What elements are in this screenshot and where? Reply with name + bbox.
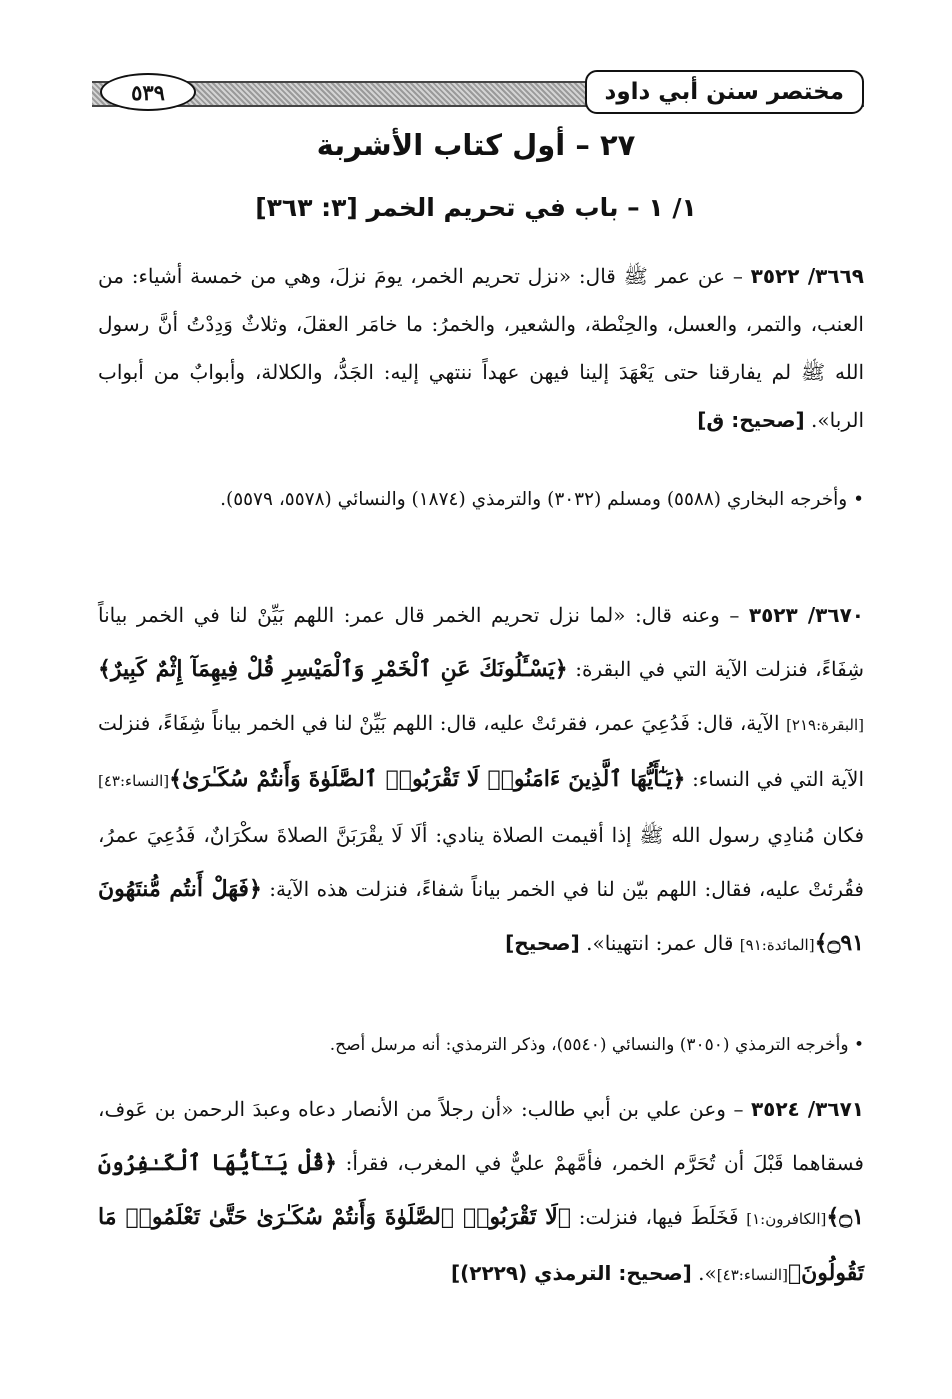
hadith-text: – وعنه قال: «لما نزل تحريم الخمر قال عمر: اللهم بَيِّنْ لنا في الخمر بياناً شِفَاءً، فنزلت الآية التي في البقرة: bbox=[98, 603, 864, 681]
hadith-number: ٣٦٦٩/ ٣٥٢٢ bbox=[750, 264, 864, 288]
hadith-3669 bbox=[98, 252, 864, 444]
hadith-number: ٣٦٧١/ ٣٥٢٤ bbox=[750, 1097, 864, 1121]
takhrij-note: • وأخرجه البخاري (٥٥٨٨) ومسلم (٣٠٣٢) والترمذي (١٨٧٤) والنسائي (٥٥٧٨، ٥٥٧٩). bbox=[220, 489, 864, 510]
takhrij-note: • وأخرجه الترمذي (٣٠٥٠) والنسائي (٥٥٤٠)، وذكر الترمذي: أنه مرسل أصح. bbox=[329, 1035, 864, 1055]
page-header bbox=[92, 70, 864, 116]
section-title: ١/ ١ – باب في تحريم الخمر [٣: ٣٦٣] bbox=[255, 193, 697, 222]
hadith-text: ». bbox=[691, 1261, 717, 1285]
hadith-text: – عن عمر ﷺ قال: «نزل تحريم الخمر، يومَ نزلَ، وهي من خمسة أشياء: من العنب، والتمر، والعسل، والحِنْطة، والشعير، والخمرُ: ما خامَر العقلَ، وثلاثٌ وَدِدْتُ أنَّ رسول الله ﷺ لم يفارقنا حتى يَعْهَدَ إلينا فيهن عهداً ننتهي إليه: الجَدُّ، والكلالة، وأبوابٌ من أبواب الربا». bbox=[98, 264, 865, 432]
quran-verse: ﴿فَهَلْ أَنتُم مُّنتَهُونَ ۝٩١﴾ bbox=[98, 876, 864, 956]
hadith-text: فَخَلَطَ فيها، فنزلت: bbox=[571, 1205, 747, 1229]
hadith-number: ٣٦٧٠/ ٣٥٢٣ bbox=[748, 603, 864, 627]
quran-reference: [النساء:٤٣] bbox=[98, 772, 170, 790]
quran-verse: ﴿قُلْ يَـٰٓأَيُّهَا ٱلْكَـٰفِرُونَ ۝١﴾ bbox=[98, 1150, 864, 1230]
hadith-grade: [صحيح] bbox=[505, 931, 580, 955]
hadith-grade: [صحيح: الترمذي (٢٢٢٩)] bbox=[450, 1261, 692, 1285]
quran-verse: ﴿يَـٰٓأَيُّهَا ٱلَّذِينَ ءَامَنُوا۟ لَا تَقْرَبُوا۟ ٱلصَّلَوٰةَ وَأَنتُمْ سُكَـٰرَىٰ﴾ bbox=[169, 766, 686, 792]
quran-reference: [النساء:٤٣] bbox=[716, 1266, 788, 1284]
quran-verse: ﴿يَسْـَٔلُونَكَ عَنِ ٱلْخَمْرِ وَٱلْمَيْسِرِ قُلْ فِيهِمَآ إِثْمٌ كَبِيرٌ﴾ bbox=[98, 656, 568, 682]
quran-reference: [الكافرون:١] bbox=[746, 1210, 827, 1228]
hadith-grade: [صحيح: ق] bbox=[697, 408, 805, 432]
quran-verse: ﴿لَا تَقْرَبُوا۟ ٱلصَّلَوٰةَ وَأَنتُمْ سُكَـٰرَىٰ حَتَّىٰ تَعْلَمُوا۟ مَا تَقُولُونَ﴾ bbox=[98, 1204, 864, 1286]
quran-reference: [المائدة:٩١] bbox=[739, 936, 815, 954]
hadith-text: قال عمر: انتهينا». bbox=[579, 931, 740, 955]
chapter-title: ٢٧ – أول كتاب الأشربة bbox=[316, 128, 636, 162]
hadith-text: الآية، قال: فَدُعِيَ عمر، فقرئتْ عليه، قال: اللهم بَيِّنْ لنا في الخمر بياناً شِفَاءً، فنزلت الآية التي في النساء: bbox=[98, 711, 864, 791]
quran-reference: [البقرة:٢١٩] bbox=[786, 716, 864, 734]
book-title: مختصر سنن أبي داود bbox=[585, 70, 864, 114]
hadith-text: – وعن علي بن أبي طالب: «أن رجلاً من الأنصار دعاه وعبدَ الرحمن بن عَوف، فسقاهما قَبْلَ أن تُحَرَّم الخمر، فأمَّهمْ عليٌّ في المغرب، فقرأ: bbox=[98, 1097, 864, 1175]
hadith-3671 bbox=[98, 1082, 864, 1302]
page-number: ٥٣٩ bbox=[100, 73, 196, 111]
hadith-text: فكان مُنادِي رسول الله ﷺ إذا أقيمت الصلاة ينادي: ألَا لَا يقْرَبَنَّ الصلاةَ سكْرَانٌ، فَدُعِيَ عمرُ، فقُرئتْ عليه، فقال: اللهم بيّن لنا في الخمر بياناً شفاءً، فنزلت هذه الآية: bbox=[98, 823, 865, 901]
hadith-3670 bbox=[98, 588, 864, 972]
